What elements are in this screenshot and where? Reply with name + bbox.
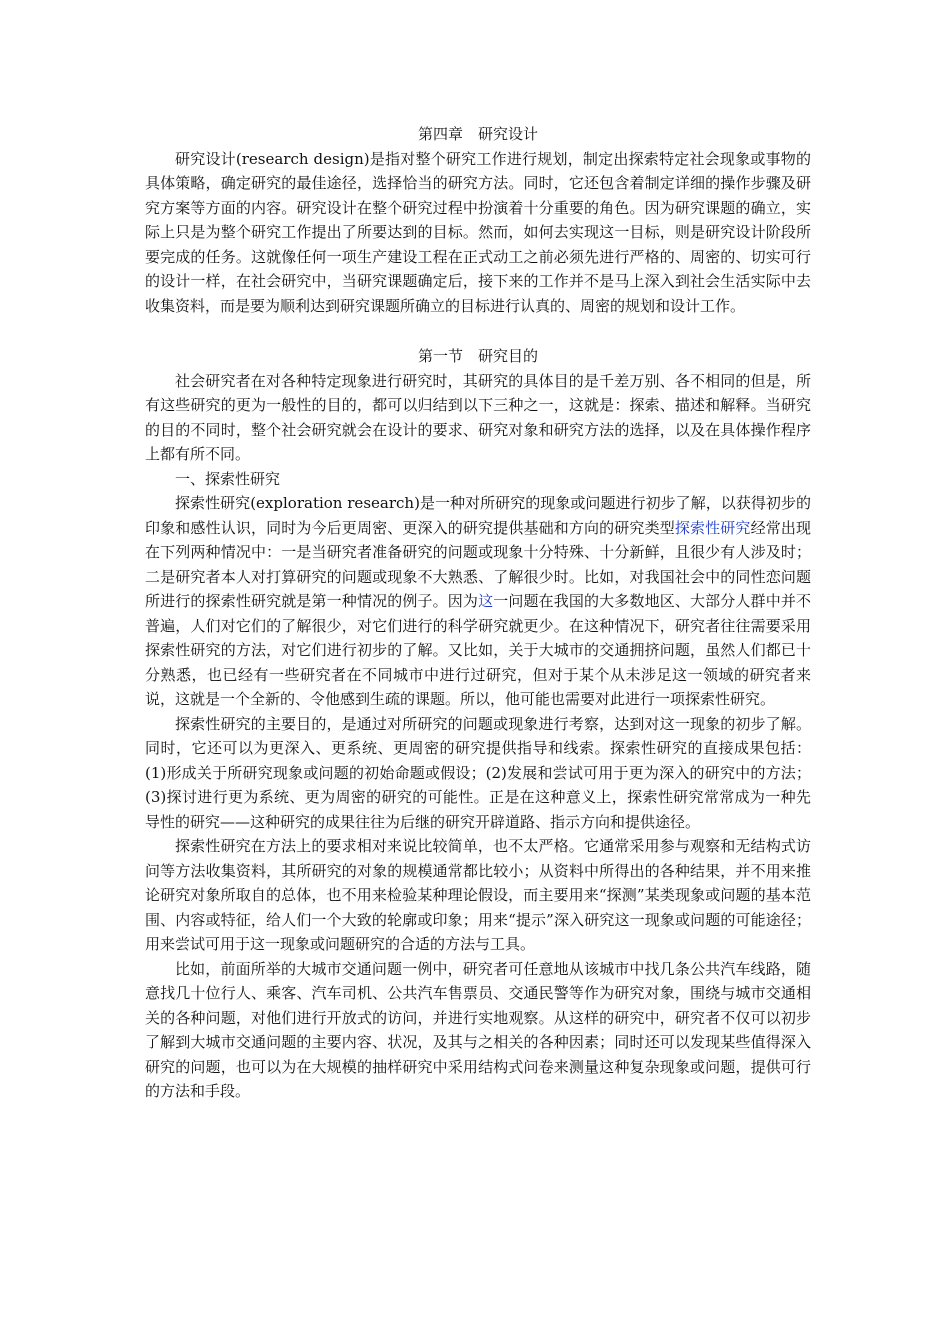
paragraph-text: 一问题在我国的大多数地区、大部分人群中并不普遍，人们对它们的了解很少，对它们进行的科学研究就更少。在这种情况下，研究者往往需要采用探索性研究的方法，对它们进行初步的了解。又比如，关于大城市的交通拥挤问题，虽然人们都已十分熟悉，也已经有一些研究者在不同城市中进行过研究，但对于某个从未涉足这一领域的研究者来说，这就是一个全新的、令他感到生疏的课题。所以，他可能也需要对此进行一项探索性研究。	[145, 592, 811, 708]
chapter-title: 第四章 研究设计	[417, 125, 538, 143]
method-paragraph: 探索性研究在方法上的要求相对来说比较简单，也不太严格。它通常采用参与观察和无结构式访问等方法收集资料，其所研究的对象的规模通常都比较小；从资料中所得出的各种结果，并不用来推论研究对象所取自的总体，也不用来检验某种理论假设，而主要用来“探测”某类现象或问题的基本范围、内容或特征，给人们一个大致的轮廓或印象；用来“提示”深入研究这一现象或问题的可能途径；用来尝试可用于这一现象或问题研究的合适的方法与工具。	[145, 837, 811, 953]
paragraph-text: 经常出现在下列两种情况中：一是当研究者准备研究的问题或现象十分特殊、十分新鲜，且很少有人涉及时；二是研究者本人对打算研究的问题或现象不大熟悉、了解很少时。比如，对我国社会中的同性恋问题所进行的探索性研究就是第一种情况的例子。因为	[145, 518, 811, 610]
paragraph-text: 探索性研究(exploration research)是一种对所研究的现象或问题进行初步了解，以获得初步的印象和感性认识，同时为今后更周密、更深入的研究提供基础和方向的研究类型	[145, 494, 811, 537]
document-page	[145, 122, 811, 1104]
exploratory-research-paragraph	[145, 491, 811, 712]
section-title: 第一节 研究目的	[417, 347, 538, 365]
chapter-intro-paragraph: 研究设计(research design)是指对整个研究工作进行规划，制定出探索特定社会现象或事物的具体策略，确定研究的最佳途径，选择恰当的研究方法。同时，它还包含着制定详细的操作步骤及研究方案等方面的内容。研究设计在整个研究过程中扮演着十分重要的角色。因为研究课题的确立，实际上只是为整个研究工作提出了所要达到的目标。然而，如何去实现这一目标，则是研究设计阶段所要完成的任务。这就像任何一项生产建设工程在正式动工之前必须先进行严格的、周密的、切实可行的设计一样，在社会研究中，当研究课题确定后，接下来的工作并不是马上深入到社会生活实际中去收集资料，而是要为顺利达到研究课题所确立的目标进行认真的、周密的规划和设计工作。	[145, 149, 811, 315]
example-paragraph: 比如，前面所举的大城市交通问题一例中，研究者可任意地从该城市中找几条公共汽车线路，随意找几十位行人、乘客、汽车司机、公共汽车售票员、交通民警等作为研究对象，围绕与城市交通相关的各种问题，对他们进行开放式的访问，并进行实地观察。从这样的研究中，研究者不仅可以初步了解到大城市交通问题的主要内容、状况，及其与之相关的各种因素；同时还可以发现某些值得深入研究的问题，也可以为在大规模的抽样研究中采用结构式问卷来测量这种复杂现象或问题，提供可行的方法和手段。	[145, 959, 811, 1100]
inline-link[interactable]: 这	[478, 592, 494, 610]
section-intro-paragraph: 社会研究者在对各种特定现象进行研究时，其研究的具体目的是千差万别、各不相同的但是，所有这些研究的更为一般性的目的，都可以归结到以下三种之一，这就是：探索、描述和解释。当研究的目的不同时，整个社会研究就会在设计的要求、研究对象和研究方法的选择，以及在具体操作程序上都有所不同。	[145, 371, 811, 463]
subsection-heading: 一、探索性研究	[175, 469, 281, 488]
exploratory-research-link[interactable]: 探索性研究	[674, 518, 751, 537]
purpose-paragraph: 探索性研究的主要目的，是通过对所研究的问题或现象进行考察，达到对这一现象的初步了解。同时，它还可以为更深入、更系统、更周密的研究提供指导和线索。探索性研究的直接成果包括：(1)形成关于所研究现象或问题的初始命题或假设；(2)发展和尝试可用于更为深入的研究中的方法；(3)探讨进行更为系统、更为周密的研究的可能性。正是在这种意义上，探索性研究常常成为一种先导性的研究——这种研究的成果往往为后继的研究开辟道路、指示方向和提供途径。	[145, 714, 811, 831]
